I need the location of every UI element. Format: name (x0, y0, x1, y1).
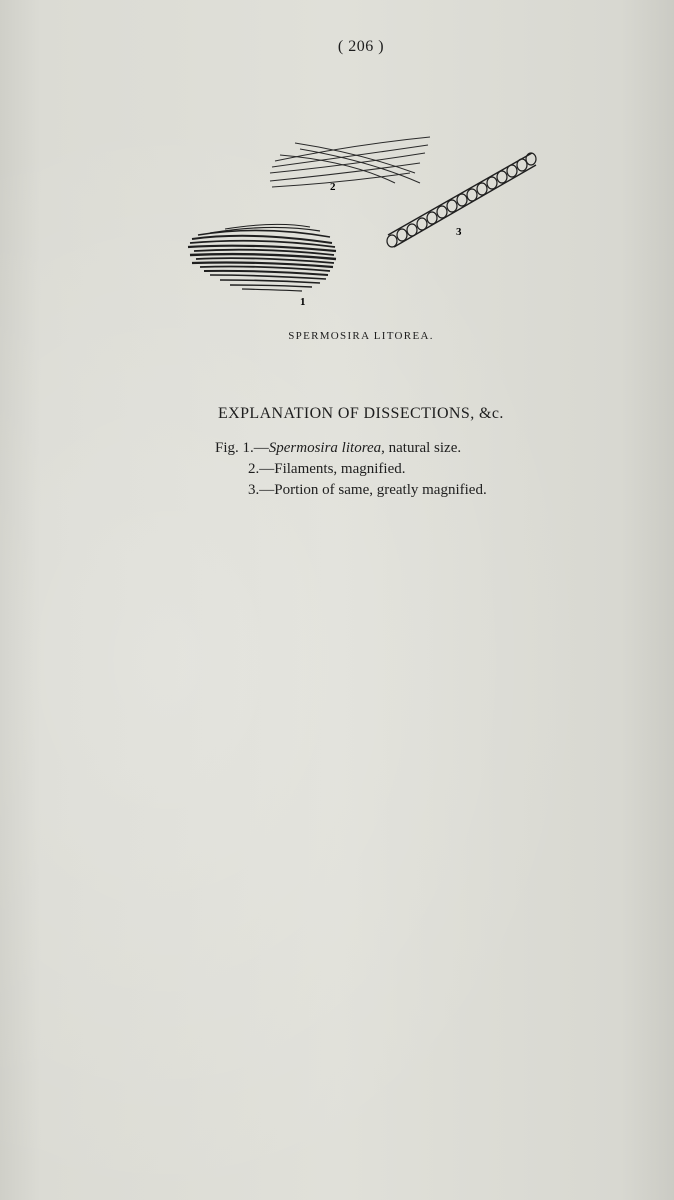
fig-3-label: 3 (456, 226, 462, 238)
item-text: Portion of same, greatly magnified. (274, 482, 487, 498)
explanation-list (215, 438, 487, 501)
explanation-item-1 (215, 438, 487, 459)
explanation-item-3 (215, 480, 487, 501)
explanation-heading: EXPLANATION OF DISSECTIONS, &c. (218, 405, 504, 422)
specimen-drawing (180, 125, 550, 310)
fig-2-label: 2 (330, 181, 336, 193)
specimen-illustration (180, 125, 550, 310)
fig-2-drawing (270, 137, 430, 187)
figure-caption: SPERMOSIRA LITOREA. (288, 330, 434, 342)
fig-1-drawing (188, 224, 336, 291)
item-text: Filaments, magnified. (274, 461, 406, 477)
page-number: ( 206 ) (337, 38, 385, 55)
fig-1-label: 1 (300, 296, 306, 308)
explanation-item-2 (215, 459, 487, 480)
item-text: , natural size. (381, 440, 462, 456)
species-name: Spermosira litorea (268, 440, 382, 456)
fig-3-drawing (387, 153, 536, 247)
item-prefix: Fig. 1.— (215, 440, 269, 456)
item-prefix: 2.— (248, 461, 275, 477)
item-prefix: 3.— (248, 482, 275, 498)
